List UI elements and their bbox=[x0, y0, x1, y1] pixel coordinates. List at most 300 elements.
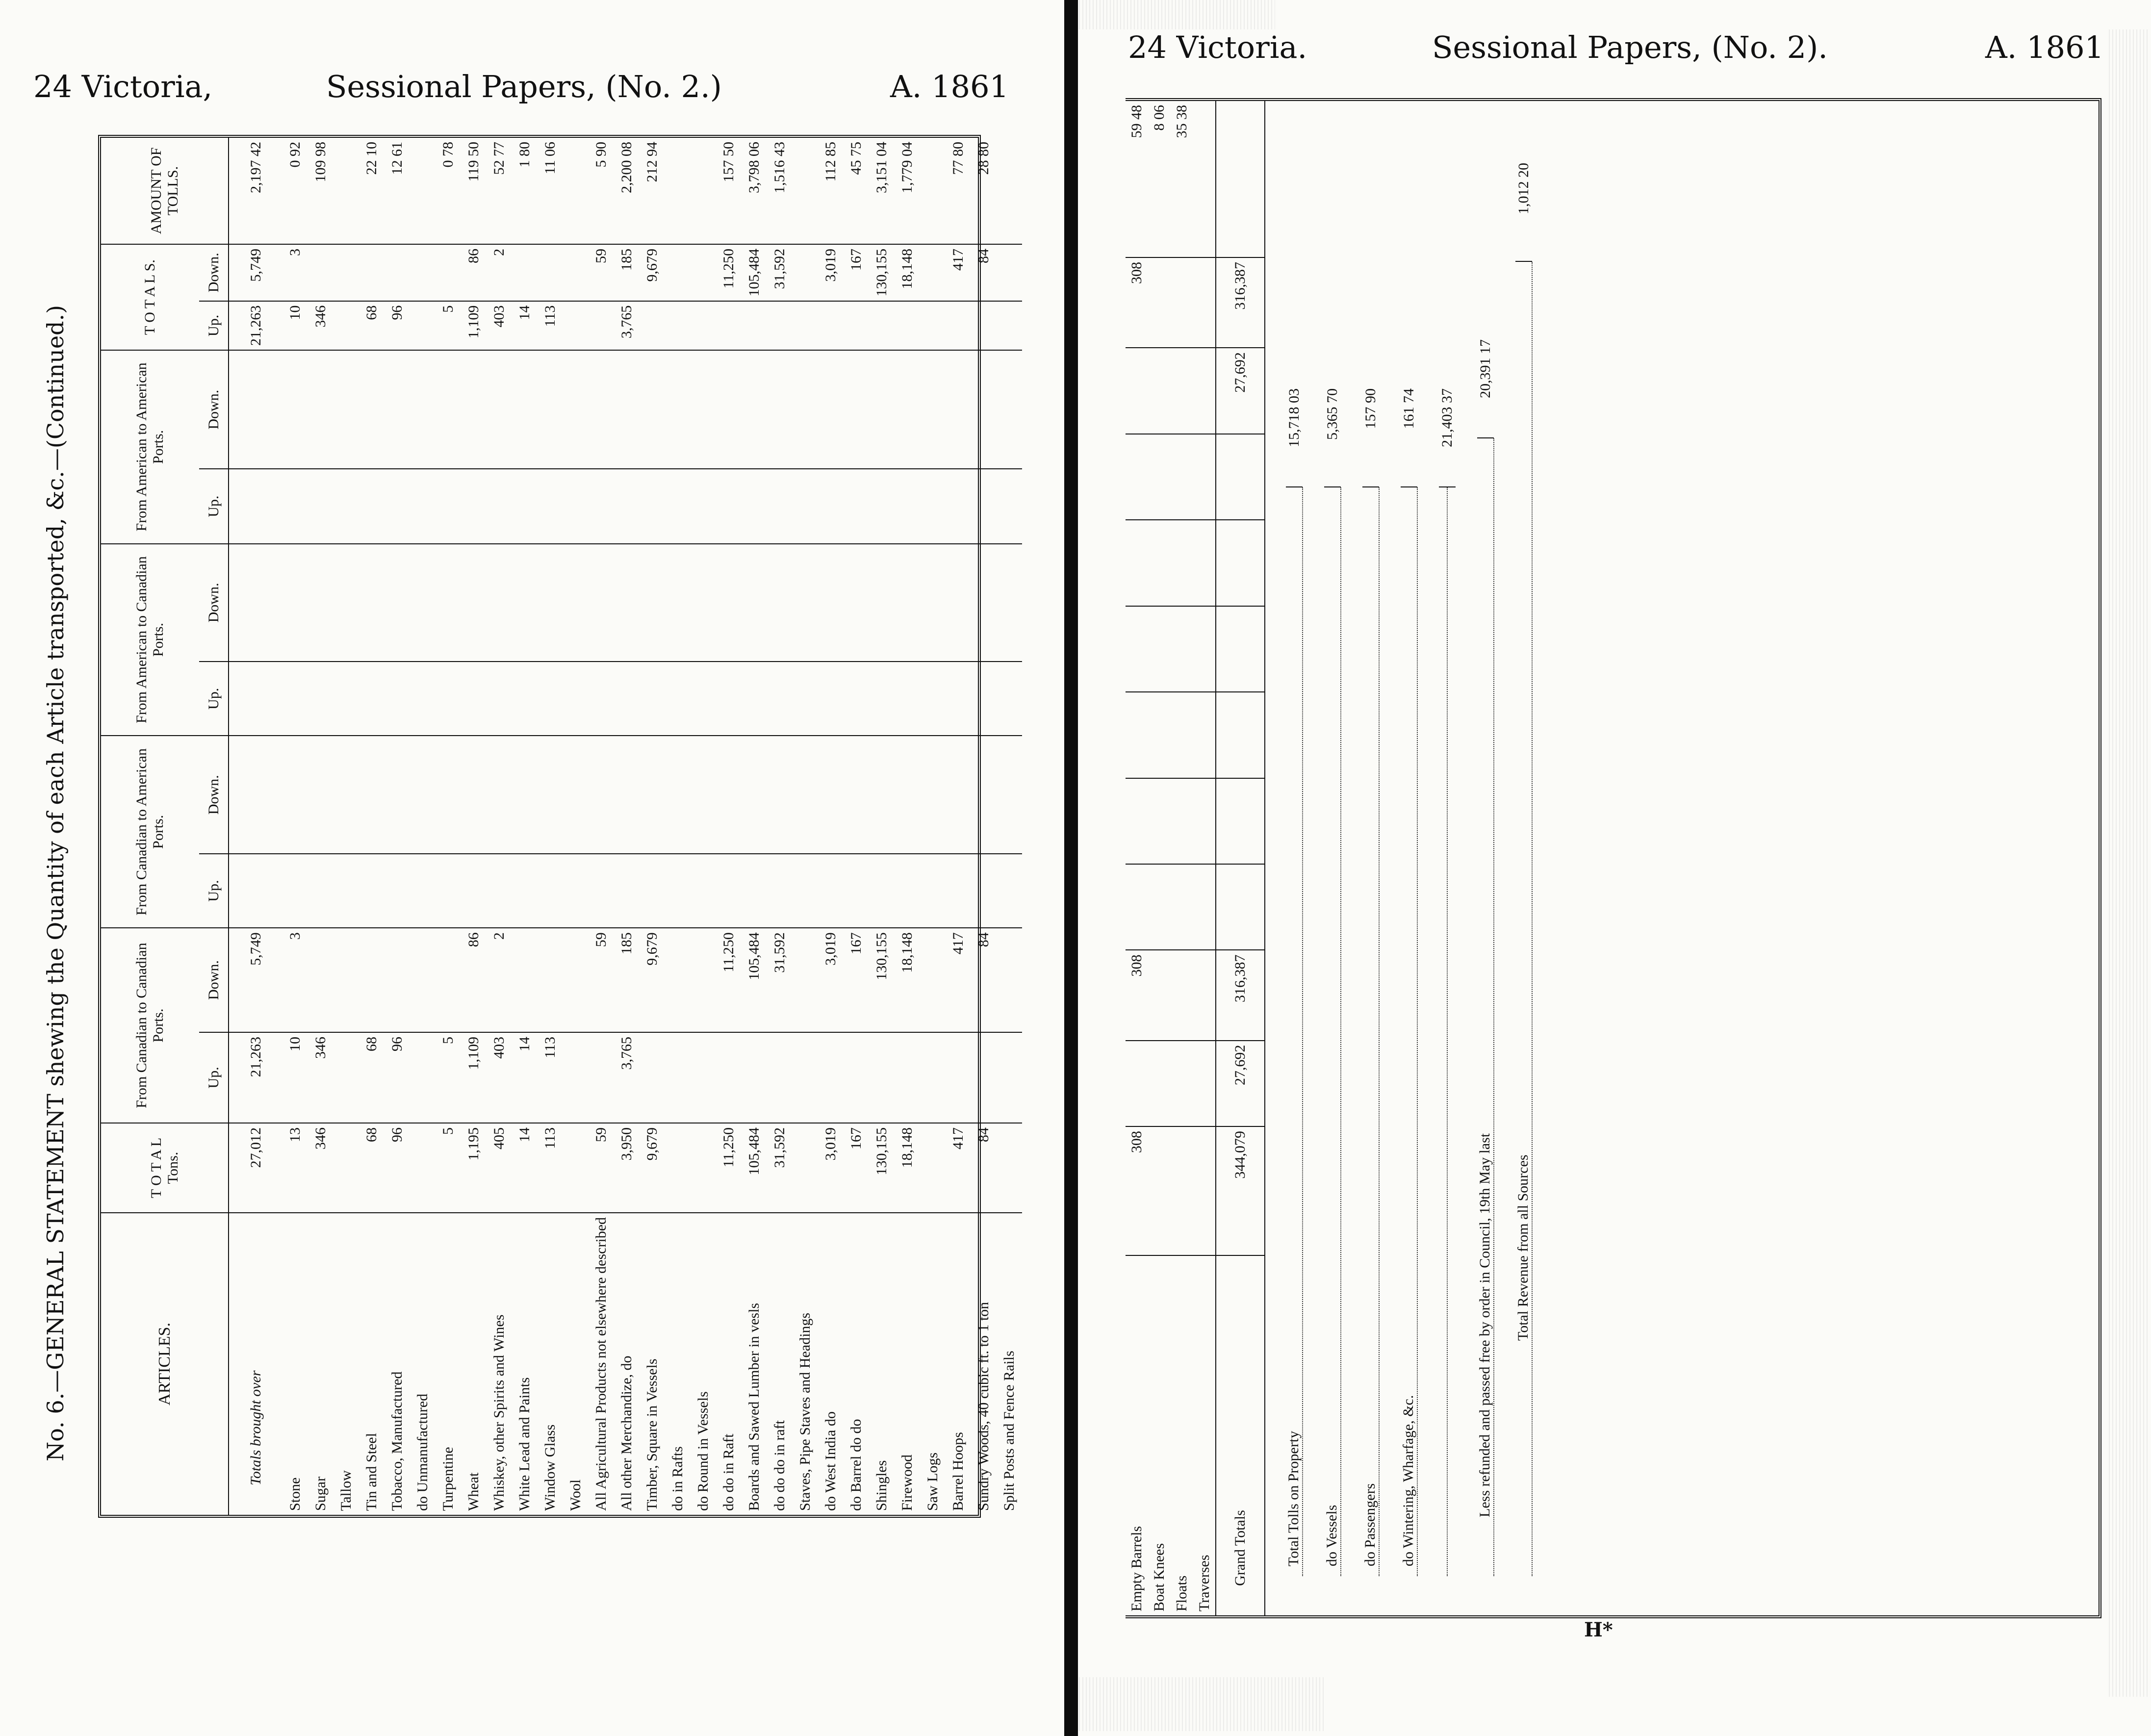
cc-down-cell: 185 bbox=[614, 928, 640, 1032]
totals-down-cell bbox=[997, 244, 1022, 301]
print-noise bbox=[1079, 1677, 1324, 1731]
ac-down-cell bbox=[920, 544, 946, 662]
aa-up-cell bbox=[716, 469, 742, 543]
toll-cell: 1,779 04 bbox=[895, 138, 920, 244]
total-cell: 113 bbox=[538, 1123, 563, 1213]
signature-mark: H* bbox=[1584, 1618, 1613, 1641]
cc-down-cell: 3,019 bbox=[818, 928, 844, 1032]
aa-down-cell bbox=[512, 350, 538, 469]
empty-cell bbox=[1193, 434, 1216, 520]
ac-up-cell bbox=[869, 662, 895, 736]
ca-up-cell bbox=[461, 854, 487, 928]
grand-tdown: 316,387 bbox=[1216, 257, 1265, 348]
empty-cell bbox=[1171, 520, 1193, 606]
table-row bbox=[793, 138, 818, 1515]
ac-up-cell bbox=[282, 662, 308, 736]
totals-down-cell: 3 bbox=[282, 244, 308, 301]
ca-down-cell bbox=[742, 736, 767, 854]
cc-up-cell: 21,263 bbox=[229, 1032, 282, 1123]
aa-down-cell bbox=[997, 350, 1022, 469]
ac-up-cell bbox=[384, 662, 410, 736]
cc-down-cell: 11,250 bbox=[716, 928, 742, 1032]
ac-down-cell bbox=[767, 544, 793, 662]
ca-down-cell bbox=[640, 736, 665, 854]
totals-down-cell: 417 bbox=[946, 244, 971, 301]
totals-down-cell: 5,749 bbox=[229, 244, 282, 301]
table-row bbox=[1126, 101, 1148, 1615]
totals-down-cell: 3,019 bbox=[818, 244, 844, 301]
cc-up-cell: 403 bbox=[487, 1032, 512, 1123]
cc-up-cell bbox=[716, 1032, 742, 1123]
table-row bbox=[563, 138, 589, 1515]
aa-up-cell bbox=[512, 469, 538, 543]
summary-label: do Vessels bbox=[1324, 487, 1341, 1576]
toll-cell: 28 80 bbox=[971, 138, 997, 244]
cc-down-cell: 18,148 bbox=[895, 928, 920, 1032]
grand-tup: 27,692 bbox=[1216, 348, 1265, 434]
aa-up-cell bbox=[767, 469, 793, 543]
ca-up-cell bbox=[997, 854, 1022, 928]
ca-down-cell bbox=[946, 736, 971, 854]
total-cell bbox=[665, 1123, 691, 1213]
table-row bbox=[920, 138, 946, 1515]
aa-up-cell bbox=[640, 469, 665, 543]
article-cell: Traverses bbox=[1196, 1555, 1212, 1611]
aa-up-cell bbox=[359, 469, 384, 543]
ac-up-cell bbox=[359, 662, 384, 736]
ca-up-cell bbox=[793, 854, 818, 928]
articles-body bbox=[229, 138, 1022, 1515]
continuation-table bbox=[1126, 98, 2101, 1618]
summary-line bbox=[1466, 101, 1505, 1576]
toll-cell: 35 38 bbox=[1171, 101, 1193, 257]
ca-down-cell bbox=[844, 736, 869, 854]
aa-up-cell bbox=[614, 469, 640, 543]
table-row bbox=[1148, 101, 1171, 1615]
summary-label: do Passengers bbox=[1362, 487, 1380, 1576]
total-cell bbox=[997, 1123, 1022, 1213]
empty-cell bbox=[1171, 434, 1193, 520]
toll-cell: 45 75 bbox=[844, 138, 869, 244]
empty-cell bbox=[1126, 864, 1148, 950]
ca-up-cell bbox=[229, 854, 282, 928]
ac-down-cell bbox=[410, 544, 435, 662]
totals-up-cell bbox=[640, 301, 665, 351]
cc-up-cell bbox=[410, 1032, 435, 1123]
cc-down-cell: 3 bbox=[282, 928, 308, 1032]
aa-down-cell bbox=[308, 350, 333, 469]
ca-up-cell bbox=[333, 854, 359, 928]
article-cell: Barrel Hoops bbox=[950, 1432, 966, 1511]
total-cell bbox=[563, 1123, 589, 1213]
cc-down-cell bbox=[997, 928, 1022, 1032]
totals-down-cell: 9,679 bbox=[640, 244, 665, 301]
totals-up-cell bbox=[895, 301, 920, 351]
aa-up-cell bbox=[410, 469, 435, 543]
totals-up-cell: 403 bbox=[487, 301, 512, 351]
ca-down-cell bbox=[435, 736, 461, 854]
grand-label: Grand Totals bbox=[1232, 1510, 1248, 1586]
header-session: 24 Victoria. bbox=[1128, 29, 1307, 65]
cc-up-cell bbox=[895, 1032, 920, 1123]
summary-amount: 157 90 bbox=[1362, 383, 1379, 487]
summary-amount: 20,391 17 bbox=[1477, 334, 1494, 438]
toll-cell: 77 80 bbox=[946, 138, 971, 244]
totals-down-cell bbox=[512, 244, 538, 301]
total-cell bbox=[410, 1123, 435, 1213]
totals-up-cell: 21,263 bbox=[229, 301, 282, 351]
up-cell bbox=[1148, 1041, 1171, 1126]
totals-down-cell: 84 bbox=[971, 244, 997, 301]
cc-up-cell bbox=[691, 1032, 716, 1123]
cc-down-cell: 5,749 bbox=[229, 928, 282, 1032]
total-cell: 84 bbox=[971, 1123, 997, 1213]
empty-cell bbox=[1171, 606, 1193, 692]
toll-cell bbox=[691, 138, 716, 244]
ac-down-cell bbox=[640, 544, 665, 662]
article-cell: Shingles bbox=[873, 1460, 890, 1511]
aa-down-cell bbox=[946, 350, 971, 469]
empty-cell bbox=[1193, 520, 1216, 606]
empty-cell bbox=[1148, 692, 1171, 778]
table-row bbox=[1193, 101, 1216, 1615]
ac-up-cell bbox=[461, 662, 487, 736]
aa-down-cell bbox=[818, 350, 844, 469]
col-total bbox=[101, 1123, 229, 1213]
totals-down-cell: 31,592 bbox=[767, 244, 793, 301]
table-row bbox=[614, 138, 640, 1515]
summary-amount: 15,718 03 bbox=[1286, 383, 1303, 487]
article-cell: Timber, Square in Vessels bbox=[644, 1358, 660, 1511]
ac-up-cell bbox=[920, 662, 946, 736]
ac-up-cell bbox=[333, 662, 359, 736]
cc-up-cell: 68 bbox=[359, 1032, 384, 1123]
toll-cell bbox=[793, 138, 818, 244]
grand-totals-row bbox=[1216, 101, 1265, 1615]
col-ac: From American to Canadian Ports. bbox=[101, 544, 199, 736]
ac-down-cell bbox=[563, 544, 589, 662]
aa-up: Up. bbox=[199, 469, 229, 543]
totals-up-cell bbox=[333, 301, 359, 351]
empty-cell bbox=[1171, 692, 1193, 778]
total-cell: 31,592 bbox=[767, 1123, 793, 1213]
aa-down-cell bbox=[461, 350, 487, 469]
table-row bbox=[869, 138, 895, 1515]
col-ca: From Canadian to American Ports. bbox=[101, 736, 199, 928]
aa-up-cell bbox=[971, 469, 997, 543]
cc-down-cell: 9,679 bbox=[640, 928, 665, 1032]
ca-down-cell bbox=[384, 736, 410, 854]
ac-down-cell bbox=[589, 544, 614, 662]
ac-down-cell bbox=[435, 544, 461, 662]
cc-down-cell bbox=[333, 928, 359, 1032]
cc-up-cell: 5 bbox=[435, 1032, 461, 1123]
grand-total: 344,079 bbox=[1216, 1126, 1265, 1255]
toll-cell: 157 50 bbox=[716, 138, 742, 244]
total-cell: 346 bbox=[308, 1123, 333, 1213]
total-cell bbox=[691, 1123, 716, 1213]
ac-up-cell bbox=[229, 662, 282, 736]
cc-up-cell bbox=[563, 1032, 589, 1123]
aa-up-cell bbox=[461, 469, 487, 543]
totals-down-cell bbox=[435, 244, 461, 301]
cc-down-cell: 167 bbox=[844, 928, 869, 1032]
total-cell bbox=[793, 1123, 818, 1213]
ca-down-cell bbox=[359, 736, 384, 854]
header-session: 24 Victoria, bbox=[33, 69, 213, 104]
print-noise bbox=[1079, 0, 1275, 29]
ca-up-cell bbox=[767, 854, 793, 928]
aa-up-cell bbox=[589, 469, 614, 543]
cc-up-cell bbox=[665, 1032, 691, 1123]
toll-cell: 5 90 bbox=[589, 138, 614, 244]
ca-up-cell bbox=[282, 854, 308, 928]
col-totals: T O T A L S. bbox=[101, 244, 199, 350]
aa-down-cell bbox=[282, 350, 308, 469]
table-row bbox=[971, 138, 997, 1515]
toll-cell: 119 50 bbox=[461, 138, 487, 244]
totals-up-cell: 96 bbox=[384, 301, 410, 351]
print-noise bbox=[2109, 29, 2148, 1697]
aa-down-cell bbox=[410, 350, 435, 469]
ac-up-cell bbox=[971, 662, 997, 736]
totals-up-cell: 113 bbox=[538, 301, 563, 351]
totals-up-cell bbox=[818, 301, 844, 351]
ca-up-cell bbox=[895, 854, 920, 928]
table-row bbox=[359, 138, 384, 1515]
revenue-summary bbox=[1265, 101, 1543, 1615]
totals-down-cell bbox=[384, 244, 410, 301]
ca-up-cell bbox=[665, 854, 691, 928]
aa-up-cell bbox=[308, 469, 333, 543]
totals-up-cell bbox=[742, 301, 767, 351]
aa-up-cell bbox=[384, 469, 410, 543]
ac-up-cell bbox=[997, 662, 1022, 736]
article-cell: Turpentine bbox=[440, 1447, 456, 1511]
ca-up-cell bbox=[869, 854, 895, 928]
aa-down-cell bbox=[640, 350, 665, 469]
aa-up-cell bbox=[742, 469, 767, 543]
cc-down-cell bbox=[512, 928, 538, 1032]
continuation-body bbox=[1126, 101, 1216, 1615]
totals-down-cell: 105,484 bbox=[742, 244, 767, 301]
ca-up-cell bbox=[691, 854, 716, 928]
ca-up: Up. bbox=[199, 854, 229, 928]
ca-down-cell bbox=[512, 736, 538, 854]
toll-cell: 2,197 42 bbox=[229, 138, 282, 244]
ca-up-cell bbox=[946, 854, 971, 928]
totals-up-cell bbox=[869, 301, 895, 351]
toll-cell: 1,516 43 bbox=[767, 138, 793, 244]
total-cell: 68 bbox=[359, 1123, 384, 1213]
summary-label bbox=[1447, 487, 1448, 1576]
totals-down-cell: 167 bbox=[844, 244, 869, 301]
ac-down-cell bbox=[229, 544, 282, 662]
aa-down-cell bbox=[487, 350, 512, 469]
total-cell: 96 bbox=[384, 1123, 410, 1213]
tdown-cell bbox=[1193, 257, 1216, 348]
toll-cell: 3,798 06 bbox=[742, 138, 767, 244]
cc-down-cell: 59 bbox=[589, 928, 614, 1032]
totals-down-cell: 185 bbox=[614, 244, 640, 301]
aa-down-cell bbox=[971, 350, 997, 469]
ac-up-cell bbox=[767, 662, 793, 736]
article-cell: Stone bbox=[287, 1477, 303, 1511]
article-cell: Sugar bbox=[312, 1477, 329, 1511]
cc-up-cell: 113 bbox=[538, 1032, 563, 1123]
grand-up: 27,692 bbox=[1216, 1041, 1265, 1126]
total-cell: 417 bbox=[946, 1123, 971, 1213]
ac-down-cell bbox=[333, 544, 359, 662]
cc-down-cell bbox=[563, 928, 589, 1032]
toll-cell: 8 06 bbox=[1148, 101, 1171, 257]
toll-cell bbox=[1193, 101, 1216, 257]
total-cell bbox=[333, 1123, 359, 1213]
ac-up-cell bbox=[946, 662, 971, 736]
totals-up-cell: 3,765 bbox=[614, 301, 640, 351]
ca-down-cell bbox=[229, 736, 282, 854]
cc-down-cell bbox=[308, 928, 333, 1032]
totals-up-cell: 68 bbox=[359, 301, 384, 351]
summary-line bbox=[1390, 101, 1428, 1576]
aa-up-cell bbox=[793, 469, 818, 543]
aa-down-cell bbox=[563, 350, 589, 469]
aa-up-cell bbox=[895, 469, 920, 543]
ac-up-cell bbox=[589, 662, 614, 736]
totals-down-cell: 86 bbox=[461, 244, 487, 301]
table-row bbox=[946, 138, 971, 1515]
table-row bbox=[665, 138, 691, 1515]
empty-cell bbox=[1148, 434, 1171, 520]
cc-up-cell bbox=[920, 1032, 946, 1123]
ca-up-cell bbox=[971, 854, 997, 928]
cc-up-cell bbox=[946, 1032, 971, 1123]
totals-up-cell bbox=[920, 301, 946, 351]
ac-down-cell bbox=[946, 544, 971, 662]
aa-up-cell bbox=[997, 469, 1022, 543]
article-cell: Whiskey, other Spirits and Wines bbox=[491, 1314, 507, 1511]
articles-table bbox=[98, 135, 1017, 1518]
ac-up-cell bbox=[410, 662, 435, 736]
cc-up-cell bbox=[333, 1032, 359, 1123]
totals-up-cell bbox=[410, 301, 435, 351]
empty-cell bbox=[1171, 864, 1193, 950]
totals-down-cell bbox=[308, 244, 333, 301]
ac-up-cell bbox=[844, 662, 869, 736]
totals-up-cell bbox=[946, 301, 971, 351]
empty-cell bbox=[1148, 864, 1171, 950]
ca-up-cell bbox=[920, 854, 946, 928]
cc-up-cell bbox=[997, 1032, 1022, 1123]
ca-up-cell bbox=[308, 854, 333, 928]
ac-up-cell bbox=[818, 662, 844, 736]
ca-up-cell bbox=[614, 854, 640, 928]
aa-up-cell bbox=[665, 469, 691, 543]
totals-down-cell: 2 bbox=[487, 244, 512, 301]
cc-down-cell bbox=[793, 928, 818, 1032]
total-cell: 105,484 bbox=[742, 1123, 767, 1213]
tdown-cell bbox=[1171, 257, 1193, 348]
cc-down-cell: 105,484 bbox=[742, 928, 767, 1032]
empty-cell bbox=[1148, 778, 1171, 864]
summary-amount: 161 74 bbox=[1401, 383, 1417, 487]
aa-up-cell bbox=[282, 469, 308, 543]
article-cell: Floats bbox=[1174, 1575, 1190, 1611]
ca-up-cell bbox=[716, 854, 742, 928]
cc-up-cell bbox=[767, 1032, 793, 1123]
ac-up-cell bbox=[512, 662, 538, 736]
col-articles: ARTICLES. bbox=[155, 1323, 174, 1405]
totals-up-cell bbox=[563, 301, 589, 351]
aa-down-cell bbox=[229, 350, 282, 469]
ca-down-cell bbox=[589, 736, 614, 854]
ac-down-cell bbox=[691, 544, 716, 662]
cc-up-cell: 3,765 bbox=[614, 1032, 640, 1123]
toll-cell: 0 92 bbox=[282, 138, 308, 244]
article-cell: Boards and Sawed Lumber in vesls bbox=[746, 1302, 762, 1511]
ca-up-cell bbox=[512, 854, 538, 928]
aa-down-cell bbox=[589, 350, 614, 469]
ca-up-cell bbox=[844, 854, 869, 928]
ca-up-cell bbox=[538, 854, 563, 928]
down-cell bbox=[1171, 950, 1193, 1040]
ca-down-cell bbox=[614, 736, 640, 854]
ca-down-cell bbox=[563, 736, 589, 854]
col-aa: From American to American Ports. bbox=[101, 350, 199, 544]
totals-up-cell bbox=[716, 301, 742, 351]
toll-cell bbox=[665, 138, 691, 244]
table-row bbox=[410, 138, 435, 1515]
summary-line bbox=[1313, 101, 1352, 1576]
article-cell: do Round in Vessels bbox=[695, 1391, 711, 1511]
totals-up-cell: 346 bbox=[308, 301, 333, 351]
ac-down-cell bbox=[844, 544, 869, 662]
ca-up-cell bbox=[640, 854, 665, 928]
summary-label: Total Revenue from all Sources bbox=[1515, 262, 1533, 1576]
summary-line bbox=[1428, 101, 1466, 1576]
article-cell: Boat Knees bbox=[1151, 1543, 1167, 1611]
cc-up-cell: 10 bbox=[282, 1032, 308, 1123]
cc-down-cell bbox=[665, 928, 691, 1032]
aa-down-cell bbox=[895, 350, 920, 469]
totals-up-cell: 1,109 bbox=[461, 301, 487, 351]
cc-down-cell: 417 bbox=[946, 928, 971, 1032]
page-gutter bbox=[1064, 0, 1078, 1736]
header-year: A. 1861 bbox=[890, 69, 1009, 104]
cc-up-cell bbox=[640, 1032, 665, 1123]
aa-down-cell bbox=[742, 350, 767, 469]
total-cell: 3,950 bbox=[614, 1123, 640, 1213]
totals-down: Down. bbox=[199, 244, 229, 301]
totals-down-cell: 11,250 bbox=[716, 244, 742, 301]
cc-up-cell: 96 bbox=[384, 1032, 410, 1123]
tup-cell bbox=[1148, 348, 1171, 434]
total-cell: 13 bbox=[282, 1123, 308, 1213]
total-cell: 308 bbox=[1126, 1126, 1148, 1255]
empty-cell bbox=[1193, 864, 1216, 950]
table-row bbox=[461, 138, 487, 1515]
cc-down-cell: 130,155 bbox=[869, 928, 895, 1032]
cc-up-cell: 1,109 bbox=[461, 1032, 487, 1123]
ac-down-cell bbox=[308, 544, 333, 662]
table-row bbox=[742, 138, 767, 1515]
col-cc: From Canadian to Canadian Ports. bbox=[101, 928, 199, 1123]
empty-cell bbox=[1126, 520, 1148, 606]
cc-down-cell bbox=[359, 928, 384, 1032]
empty-cell bbox=[1171, 778, 1193, 864]
grand-down: 316,387 bbox=[1216, 950, 1265, 1040]
ac-up-cell bbox=[538, 662, 563, 736]
